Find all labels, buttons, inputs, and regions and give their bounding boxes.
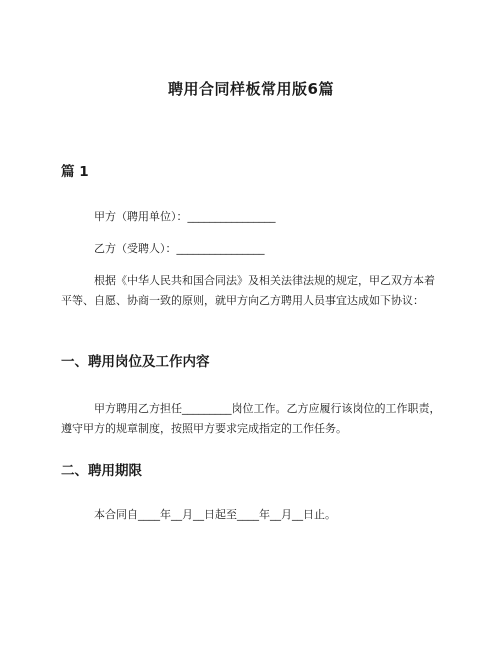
document-title: 聘用合同样板常用版6篇 xyxy=(168,80,334,98)
intro-paragraph: 根据《中华人民共和国合同法》及相关法律法规的规定，甲乙双方本着平等、自愿、协商一致的原则，就甲方向乙方聘用人员事宜达成如下协议： xyxy=(61,274,435,307)
party-a-line: 甲方（聘用单位）：________________ xyxy=(94,210,276,223)
party-b-line: 乙方（受聘人）：________________ xyxy=(94,242,265,255)
section-1-paragraph: 甲方聘用乙方担任_________岗位工作。乙方应履行该岗位的工作职责，遵守甲方的规章制度，按照甲方要求完成指定的工作任务。 xyxy=(61,402,441,435)
section-2-heading: 二、聘用期限 xyxy=(61,463,142,479)
section-2-paragraph: 本合同自____年__月__日起至____年__月__日止。 xyxy=(94,508,336,521)
section-1-heading: 一、聘用岗位及工作内容 xyxy=(61,354,210,370)
part-heading: 篇 1 xyxy=(61,164,89,180)
